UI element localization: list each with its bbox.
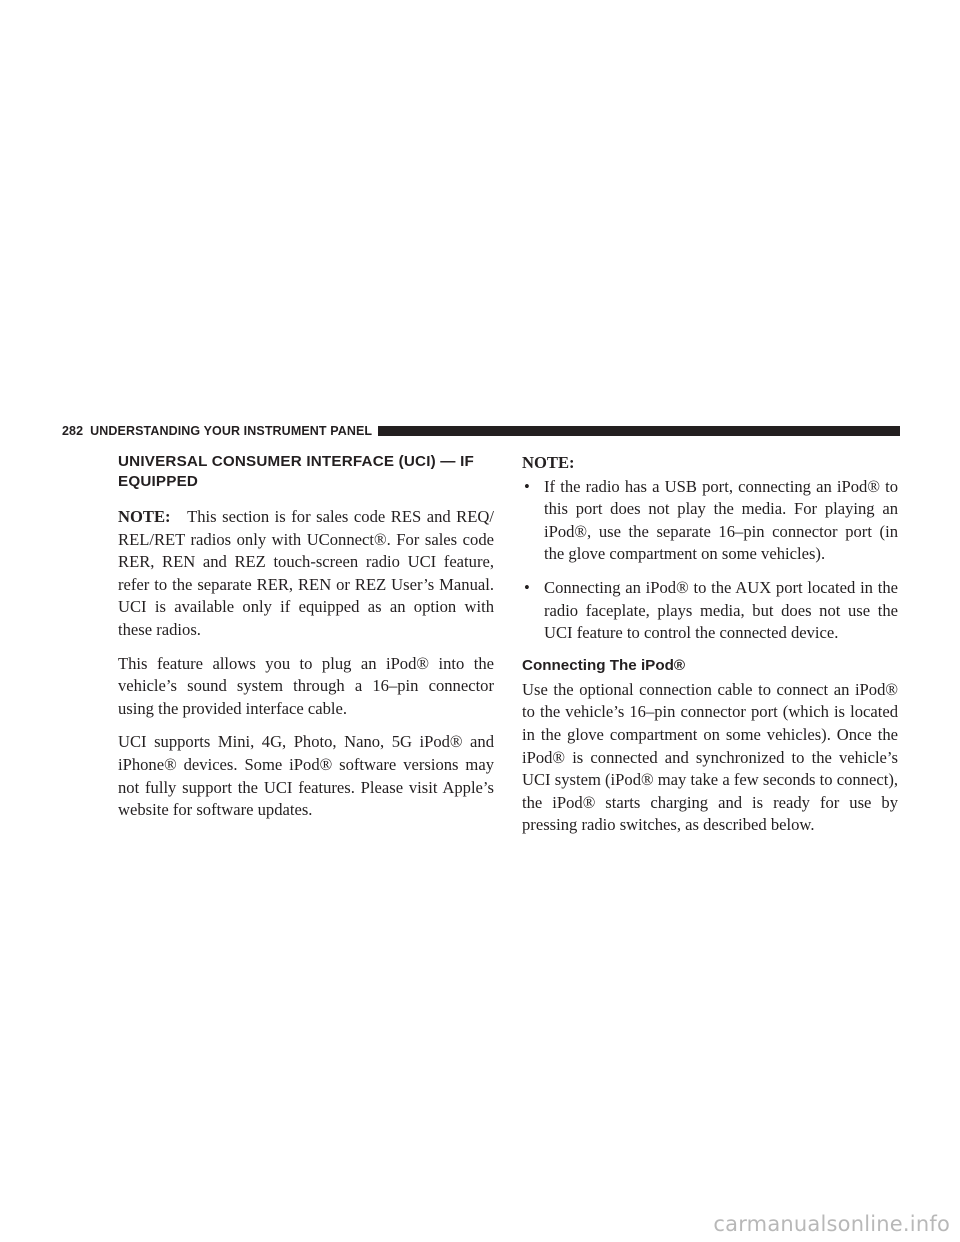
list-item — [522, 476, 898, 566]
note-text: This section is for sales code RES and REQ/ REL/RET radios only with UConnect®. For sales code RER, REN and REZ touch-screen radio UCI feature, refer to the separate RER, REN or REZ User’s Manual. UCI is available only if equipped as an option with these radios. — [118, 507, 494, 639]
right-column — [522, 452, 898, 848]
page-header — [62, 422, 900, 439]
subsection-heading: Connecting The iPod® — [522, 656, 686, 674]
watermark: carmanualsonline.info — [713, 1212, 950, 1236]
note-label: NOTE: — [118, 507, 171, 526]
header-rule — [378, 426, 900, 436]
bullet-icon: • — [524, 476, 530, 496]
note-paragraph — [118, 506, 494, 642]
section-heading: UNIVERSAL CONSUMER INTERFACE (UCI) — IF EQUIPPED — [118, 453, 474, 490]
note-label: NOTE: — [522, 453, 575, 472]
bullet-icon: • — [524, 577, 530, 597]
note-bullet-list — [522, 476, 898, 645]
list-item — [522, 577, 898, 645]
left-column — [118, 452, 494, 833]
connecting-paragraph: Use the optional connection cable to connect an iPod® to the vehicle’s 16–pin connector port (which is located in the glove compartment on some vehicles). Once the iPod® is connected and synchronized to the vehicle’s UCI system (iPod® may take a few seconds to connect), the iPod® starts charging and is ready for use by pressing radio switches, as described below. — [522, 679, 898, 835]
bullet-text: If the radio has a USB port, connecting an iPod® to this port does not play the media. For playing an iPod®, use the separate 16–pin connector port (in the glove compartment on some vehicles). — [544, 476, 898, 564]
chapter-title: UNDERSTANDING YOUR INSTRUMENT PANEL — [90, 423, 373, 438]
bullet-text: Connecting an iPod® to the AUX port located in the radio faceplate, plays media, but does not use the UCI feature to control the connected device. — [544, 577, 898, 643]
feature-paragraph: This feature allows you to plug an iPod® into the vehicle’s sound system through a 16–pin connector using the provided interface cable. — [118, 653, 494, 718]
supported-devices-paragraph: UCI supports Mini, 4G, Photo, Nano, 5G iPod® and iPhone® devices. Some iPod® software versions may not fully support the UCI features. Please visit Apple’s website for software updates. — [118, 732, 494, 820]
page-number: 282 — [62, 423, 84, 438]
